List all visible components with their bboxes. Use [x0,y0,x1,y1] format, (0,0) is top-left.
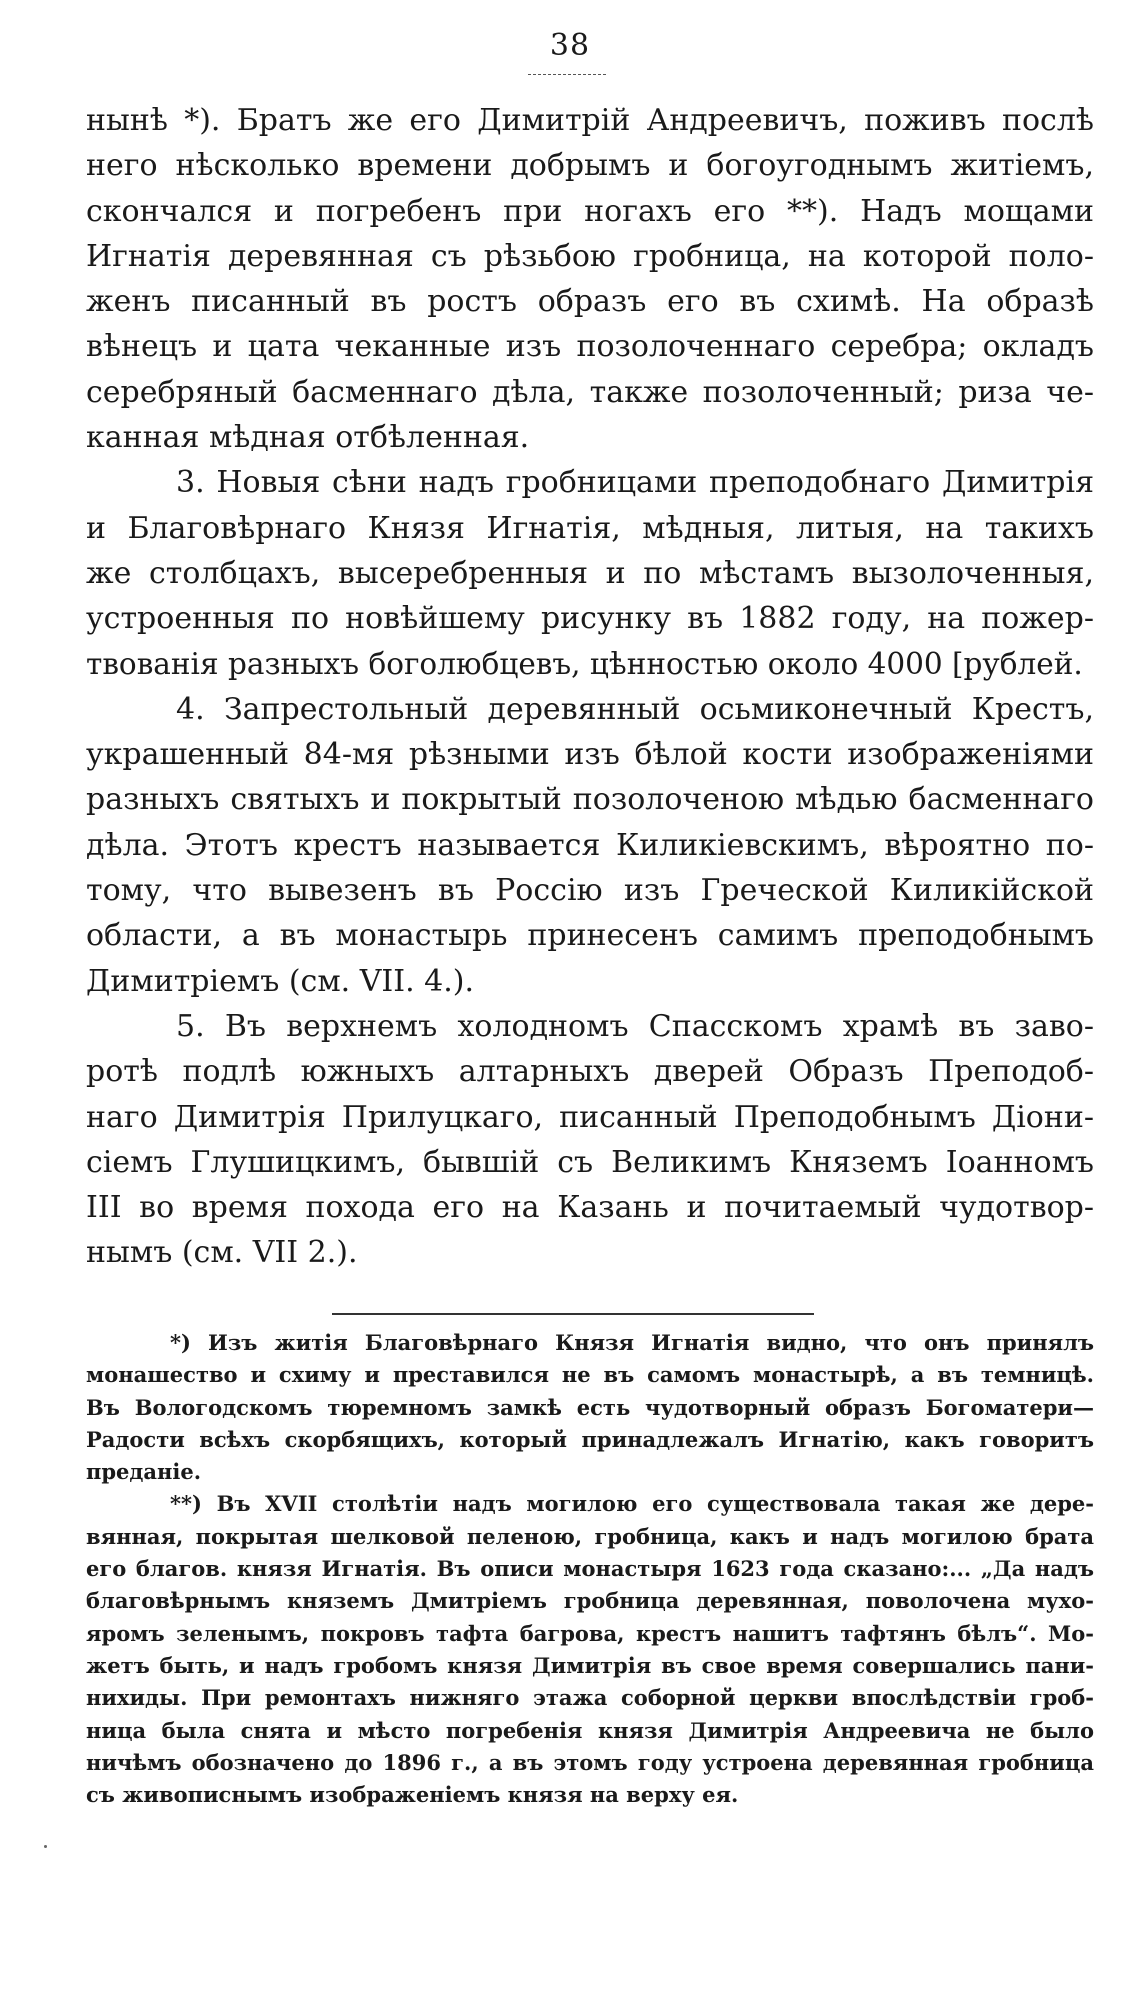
text-line: 3. Новыя сѣни надъ гробницами преподобнаго Димитрія [176,465,1094,501]
text-line: III во время похода его на Казань и почитаемый чудотвор- [86,1190,1094,1226]
text-line: области, а въ монастырь принесенъ самимъ преподобнымъ [86,918,1094,954]
footnote-line: Радости всѣхъ скорбящихъ, который принадлежалъ Игнатію, какъ говоритъ [86,1426,1094,1452]
footnote-line: съ живописнымъ изображеніемъ князя на верху ея. [86,1782,739,1808]
footnote-line: ница была снята и мѣсто погребенія князя Димитрія Андреевича не было [86,1717,1094,1743]
footnote-line: монашество и схиму и преставился не въ самомъ монастырѣ, а въ темницѣ. [86,1362,1094,1388]
text-line: же столбцахъ, высеребренныя и по мѣстамъ вызолоченныя, [86,555,1094,591]
text-line: ротѣ подлѣ южныхъ алтарныхъ дверей Образъ Преподоб- [86,1054,1094,1090]
text-line: сіемъ Глушицкимъ, бывшій съ Великимъ Княземъ Іоанномъ [86,1144,1094,1180]
footnote-line: Въ Вологодскомъ тюремномъ замкѣ есть чудотворный образъ Богоматери— [86,1394,1094,1420]
text-line: 5. Въ верхнемъ холодномъ Спасскомъ храмѣ въ заво- [176,1008,1094,1044]
footnote-line: жетъ быть, и надъ гробомъ князя Димитрія въ свое время совершались пани- [86,1652,1094,1678]
text-line: тому, что вывезенъ въ Россію изъ Греческой Киликійской [86,873,1094,909]
text-line: наго Димитрія Прилуцкаго, писанный Преподобнымъ Діони- [86,1099,1094,1135]
text-line: нымъ (см. VII 2.). [86,1235,358,1271]
footnote-line: преданіе. [86,1459,202,1485]
text-line: канная мѣдная отбѣленная. [86,420,530,456]
text-line: твованія разныхъ боголюбцевъ, цѣнностью около 4000 [рублей. [86,646,1083,681]
footnotes [86,1327,1094,1811]
text-line: украшенный 84-мя рѣзными изъ бѣлой кости изображеніями [86,737,1094,773]
text-line: вѣнецъ и цата чеканные изъ позолоченнаго серебра; окладъ [86,329,1094,365]
text-line: Димитріемъ (см. VII. 4.). [86,963,475,999]
text-line: серебряный басменнаго дѣла, также позолоченный; риза че- [86,374,1094,410]
footnote-line: **) Въ XVII столѣтіи надъ могилою его существовала такая же дере- [170,1491,1094,1517]
page-number: 38 [549,28,591,63]
text-line: устроенныя по новѣйшему рисунку въ 1882 году, на пожер- [86,601,1094,637]
footnote-line: благовѣрнымъ княземъ Дмитріемъ гробница деревянная, поволочена мухо- [86,1588,1094,1614]
text-line: Игнатія деревянная съ рѣзьбою гробница, на которой поло- [86,238,1094,274]
text-line: него нѣсколько времени добрымъ и богоугоднымъ житіемъ, [86,148,1094,184]
main-text-body [86,98,1094,1276]
text-line: 4. Запрестольный деревянный осьмиконечный Крестъ, [176,691,1094,727]
text-line: разныхъ святыхъ и покрытый позолоченою мѣдью басменнаго [86,782,1094,818]
footnote-separator [332,1313,814,1315]
footnote-line: ничѣмъ обозначено до 1896 г., а въ этомъ году устроена деревянная гробница [86,1749,1094,1775]
footnote-line: его благов. князя Игнатія. Въ описи монастыря 1623 года сказано:... „Да надъ [86,1556,1094,1582]
text-line: и Благовѣрнаго Князя Игнатія, мѣдныя, литыя, на такихъ [86,510,1094,546]
text-line: женъ писанный въ ростъ образъ его въ схимѣ. На образѣ [86,284,1094,320]
footnote-line: вянная, покрытая шелковой пеленою, гробница, какъ и надъ могилою брата [86,1523,1094,1549]
text-line: нынѣ *). Братъ же его Димитрій Андреевичъ, поживъ послѣ [86,103,1094,138]
text-line: дѣла. Этотъ крестъ называется Киликіевскимъ, вѣроятно по- [86,827,1094,863]
footnote-line: яромъ зеленымъ, покровъ тафта багрова, крестъ нашитъ тафтянъ бѣлъ“. Мо- [86,1620,1094,1646]
page-number-divider [528,74,606,76]
text-line: скончался и погребенъ при ногахъ его **). Надъ мощами [86,193,1094,229]
footnote-line: *) Изъ житія Благовѣрнаго Князя Игнатія видно, что онъ принялъ [170,1330,1094,1355]
margin-speck [44,1845,47,1848]
footnote-line: нихиды. При ремонтахъ нижняго этажа соборной церкви впослѣдствіи гроб- [86,1685,1094,1711]
